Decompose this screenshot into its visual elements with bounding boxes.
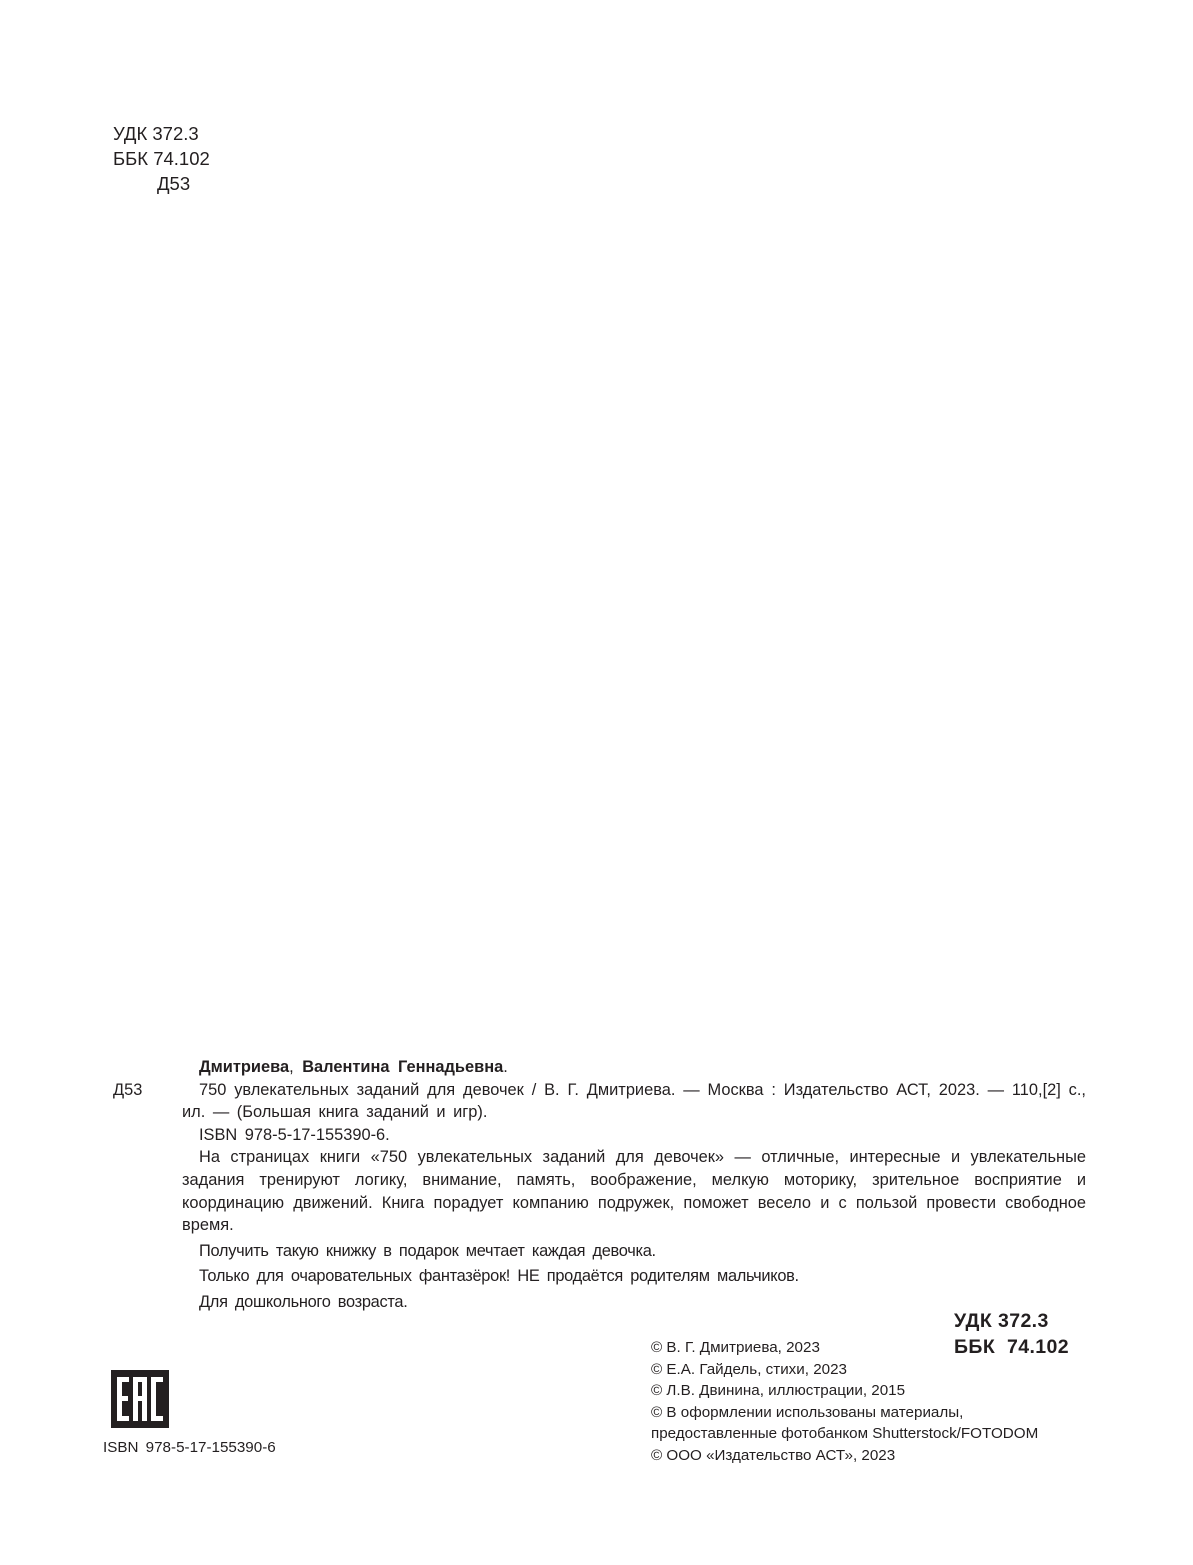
copyright-line: © В. Г. Дмитриева, 2023	[651, 1339, 820, 1356]
copyright-block	[651, 1337, 1038, 1467]
age-line: Для дошкольного возраста.	[199, 1292, 408, 1311]
udk-code: УДК 372.3	[113, 123, 199, 144]
only-for-line: Только для очаровательных фантазёрок! НЕ продаётся родителям мальчиков.	[199, 1267, 799, 1286]
bibliographic-record	[182, 1056, 1086, 1314]
title-record: 750 увлекательных заданий для девочек / В. Г. Дмитриева. — Москва : Издательство АСТ, 2023. — 110,[2] с., ил. — (Большая книга заданий и игр).	[182, 1080, 1086, 1122]
bbk-code: ББК 74.102	[113, 148, 210, 169]
copyright-line: © Л.В. Двинина, иллюстрации, 2015	[651, 1382, 906, 1400]
author-end: .	[503, 1058, 508, 1076]
copyright-line: © Е.А. Гайдель, стихи, 2023	[651, 1360, 847, 1378]
eac-certification-mark-icon	[111, 1370, 169, 1428]
gift-line: Получить такую книжку в подарок мечтает каждая девочка.	[199, 1241, 656, 1260]
bottom-udk-code: УДК 372.3	[954, 1310, 1049, 1332]
top-classification-codes	[113, 121, 210, 196]
author-given-names: Валентина Геннадьевна	[302, 1058, 504, 1076]
copyright-line: © ООО «Издательство АСТ», 2023	[651, 1446, 896, 1464]
annotation: На страницах книги «750 увлекательных заданий для девочек» — отличные, интересные и увлекательные задания тренируют логику, внимание, память, воображение, мелкую моторику, зрительное восприятие и координацию движений. Книга порадует компанию подружек, поможет весело и с пользой провести свободное время.	[182, 1148, 1086, 1235]
bottom-bbk-code: ББК 74.102	[954, 1336, 1069, 1358]
isbn-bottom: ISBN 978-5-17-155390-6	[103, 1439, 276, 1456]
author-separator: ,	[289, 1058, 303, 1076]
biblio-cutter-code: Д53	[113, 1081, 143, 1099]
copyright-line: © В оформлении использованы материалы,	[651, 1403, 964, 1421]
cutter-code: Д53	[157, 173, 191, 194]
copyright-line: предоставленные фотобанком Shutterstock/FOTODOM	[651, 1425, 1039, 1443]
author-line	[182, 1056, 1086, 1079]
isbn-record: ISBN 978-5-17-155390-6.	[199, 1125, 390, 1144]
author-surname: Дмитриева	[199, 1058, 290, 1076]
